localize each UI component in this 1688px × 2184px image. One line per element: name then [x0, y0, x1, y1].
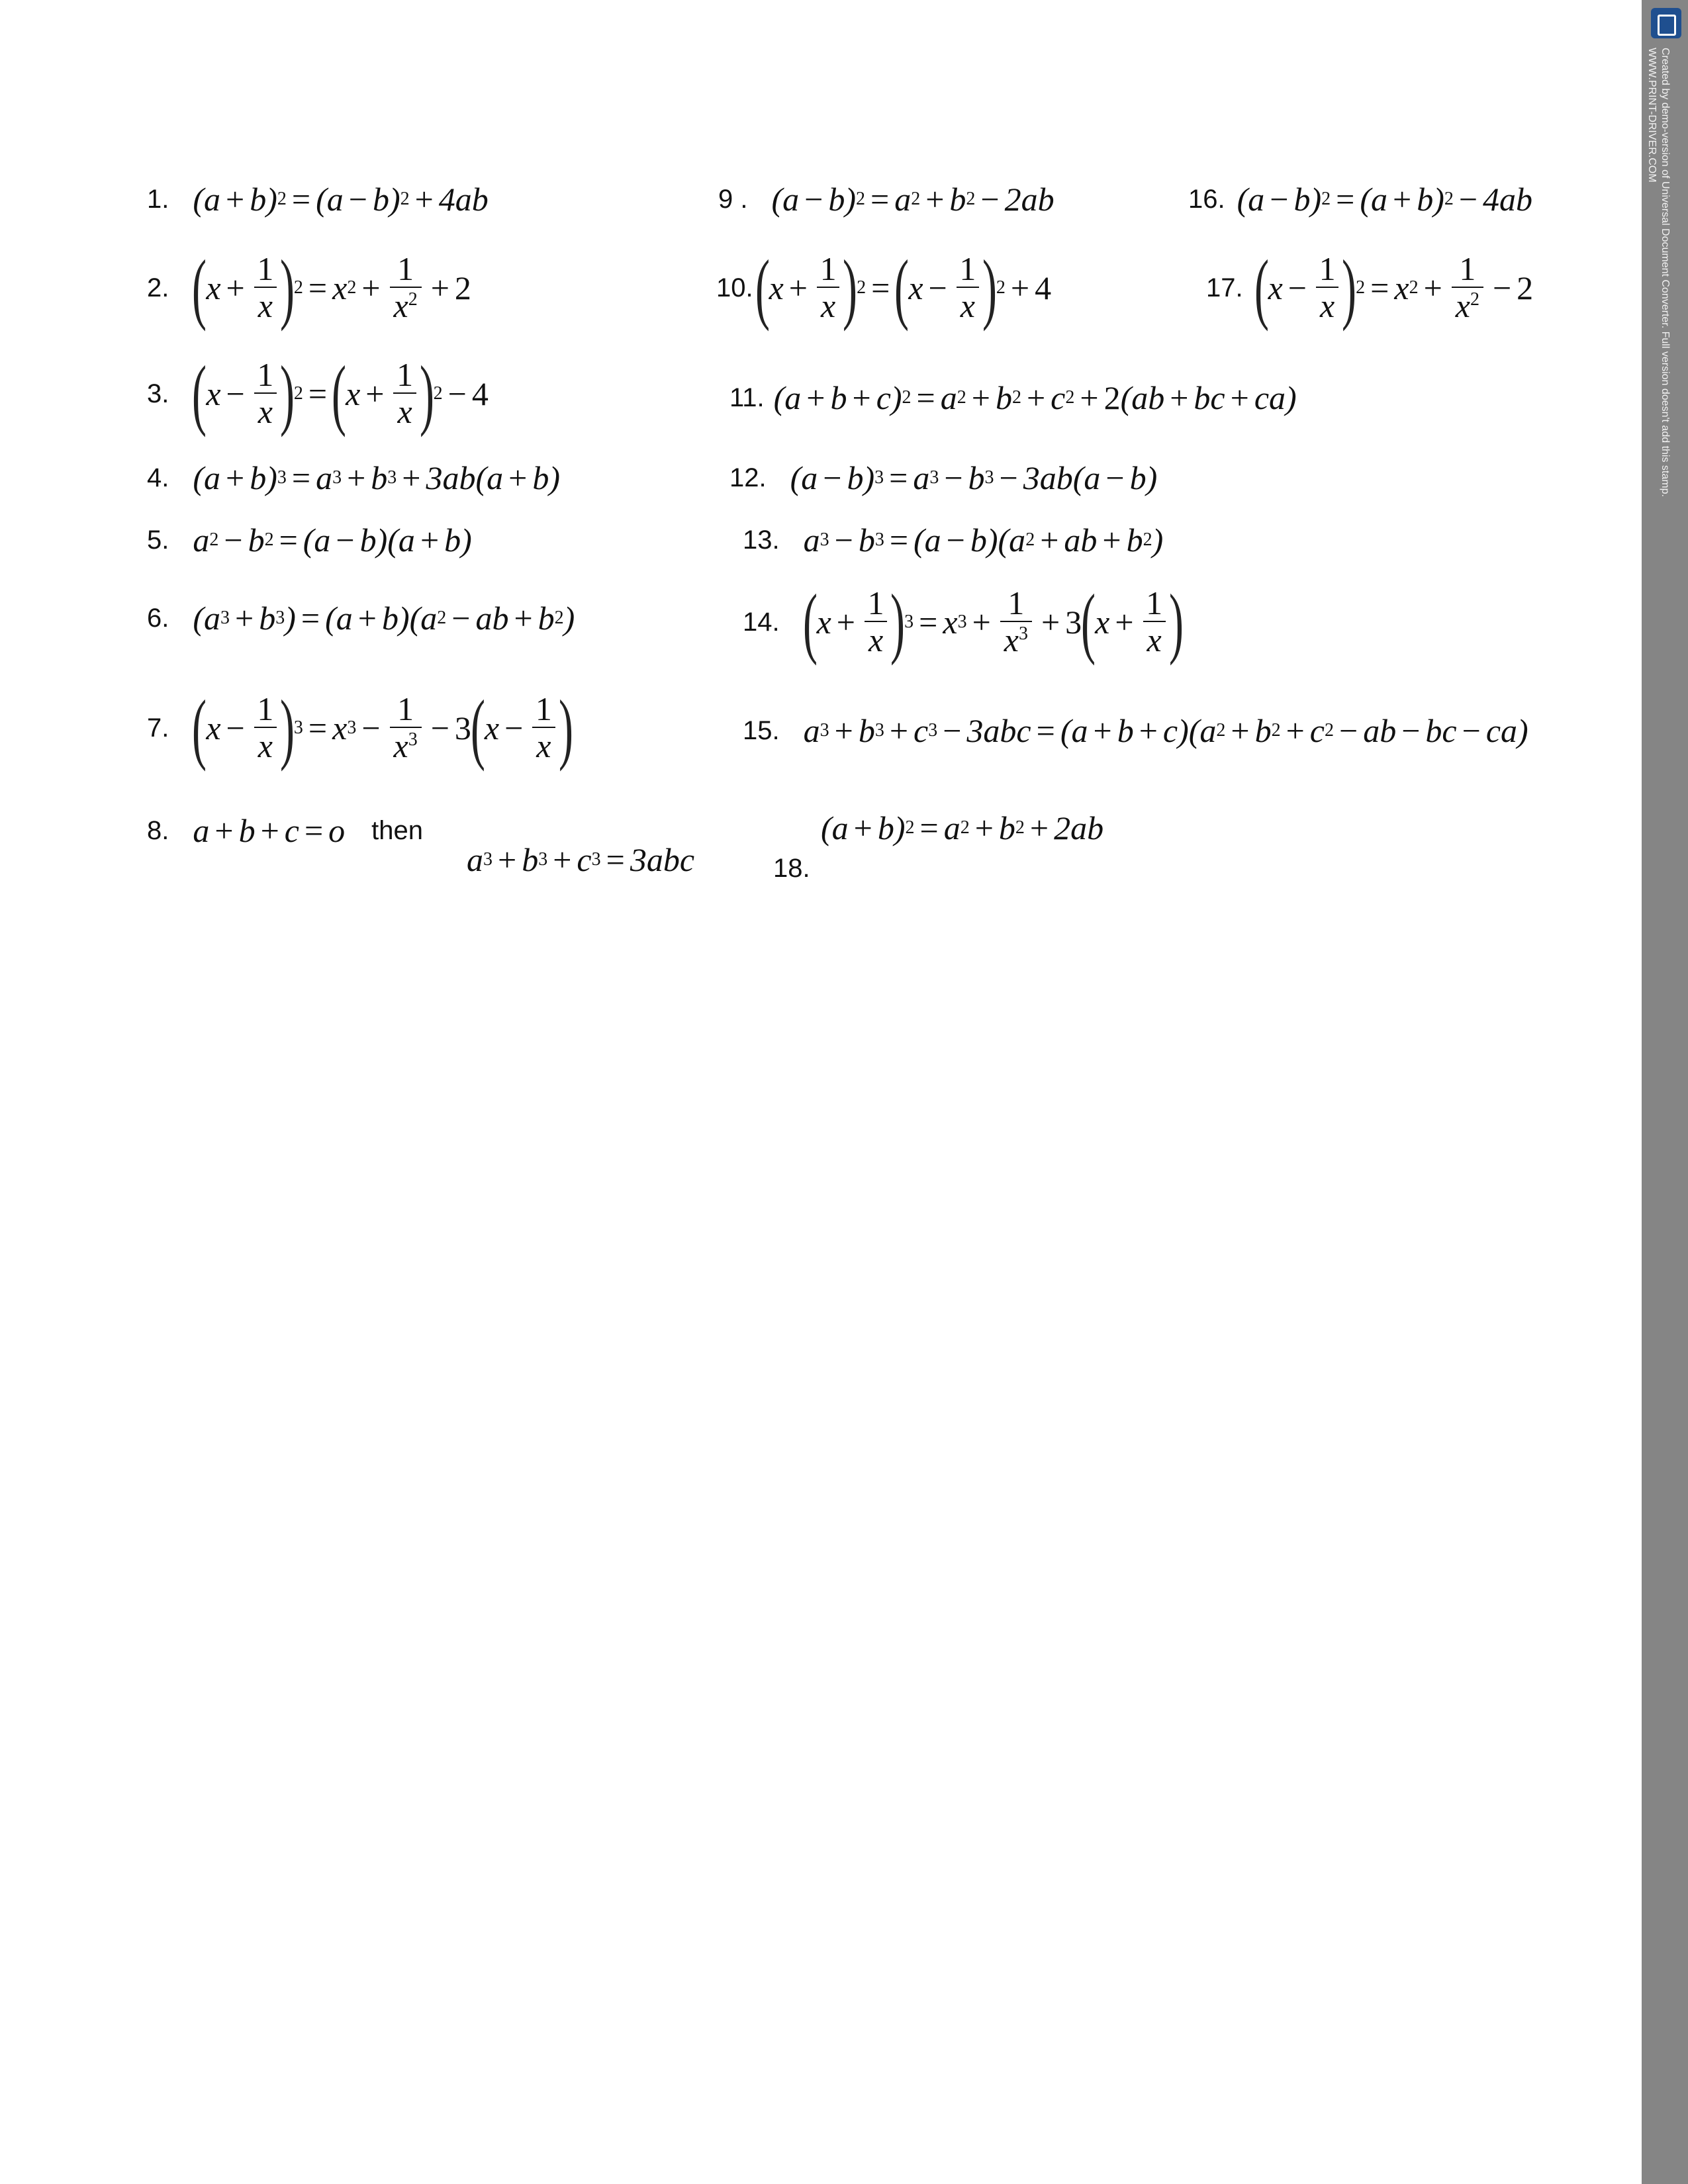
identity-number: 3. [147, 379, 169, 408]
identity-13 [743, 521, 1163, 559]
formula: a + b + c = o [193, 812, 346, 849]
formula: (a − b) 2 = a 2 + b 2 − 2ab [771, 181, 1055, 218]
stamp-line-2: WWW.PRINT-DRIVER.COM [1646, 48, 1658, 183]
identity-number: 14. [743, 607, 780, 637]
formula: (a 3 + b 3 ) = (a + b)(a 2 − ab + b 2 ) [193, 600, 575, 637]
identity-5 [147, 521, 472, 559]
formula: (a + b + c) 2 = a 2 + b 2 + c 2 + 2 (ab + bc + ca) [773, 379, 1297, 416]
identity-number: 13. [743, 525, 780, 555]
formula: a 3 − b 3 = (a − b)(a 2 + ab + b 2 ) [803, 522, 1164, 559]
formula: (a + b) 2 = a 2 + b 2 + 2ab [821, 809, 1104, 846]
identity-number: 9 . [718, 184, 748, 214]
formula: ( x + $\frac{1}{x}$ ) 3 = x 3 + $\frac{1}{x^3}$ + 3 ( x + $\frac{1}{x}$ ) [802, 578, 1184, 666]
formula: ( x + $\frac{1}{x}$ ) 2 = ( x − $\frac{1}{x}$ ) 2 + 4 [755, 244, 1052, 332]
identity-number: 10. [716, 273, 753, 302]
identity-2 [147, 244, 471, 332]
identity-18-number [773, 854, 834, 884]
identity-number: 5. [147, 525, 169, 555]
identity-number: 4. [147, 463, 169, 492]
identity-4 [147, 459, 560, 497]
identity-14 [743, 578, 1184, 666]
identity-number: 18. [773, 854, 810, 883]
formula: ( x − $\frac{1}{x}$ ) 2 = x 2 + $\frac{1}{x^2}$ − 2 [1254, 244, 1534, 332]
identity-7 [147, 684, 573, 772]
formula: (a − b) 2 = (a + b) 2 − 4ab [1237, 181, 1533, 218]
then-word: then [371, 815, 424, 845]
formula: (a − b) 3 = a 3 − b 3 − 3ab(a − b) [790, 459, 1158, 496]
formula: ( x + $\frac{1}{x}$ ) 2 = x 2 + $\frac{1}{x^2}$ + 2 [192, 244, 471, 332]
identity-1 [147, 180, 489, 218]
identity-17 [1206, 244, 1534, 332]
identity-3 [147, 349, 489, 437]
identity-16 [1188, 180, 1532, 218]
identity-10 [716, 244, 1052, 332]
identity-11 [729, 379, 1297, 417]
identity-number: 8. [147, 815, 169, 845]
identity-15 [743, 711, 1528, 750]
identity-12 [729, 459, 1157, 497]
identity-number: 15. [743, 715, 780, 745]
formula: a 3 + b 3 + c 3 = 3abc [467, 841, 695, 878]
converter-logo-icon [1651, 8, 1681, 38]
identity-8-result [467, 841, 694, 879]
identity-number: 6. [147, 603, 169, 633]
formula: (a + b) 2 = (a − b) 2 + 4ab [193, 181, 489, 218]
identity-number: 1. [147, 184, 169, 214]
formula: ( x − $\frac{1}{x}$ ) 3 = x 3 − $\frac{1}{x^3}$ − 3 ( x − $\frac{1}{x}$ ) [192, 684, 573, 772]
formula: a 2 − b 2 = (a − b)(a + b) [193, 522, 472, 559]
identity-number: 17. [1206, 273, 1243, 302]
identity-number: 7. [147, 713, 169, 743]
identity-number: 11. [729, 383, 765, 412]
formula: ( x − $\frac{1}{x}$ ) 2 = ( x + $\frac{1}{x}$ ) 2 − 4 [192, 349, 489, 437]
stamp-line-1: Created by demo-version of Universal Document Converter. Full version doesn't add this stamp. [1660, 48, 1671, 497]
identity-number: 2. [147, 273, 169, 302]
demo-stamp-text [1646, 48, 1671, 551]
formula: a 3 + b 3 + c 3 − 3abc = (a + b + c)(a 2 + b 2 + c 2 − ab − bc − ca) [803, 712, 1528, 749]
identity-9 [718, 180, 1055, 218]
formula: (a + b) 3 = a 3 + b 3 + 3ab(a + b) [193, 459, 560, 496]
identity-6 [147, 599, 575, 637]
identity-8 [147, 811, 449, 850]
identity-number: 16. [1188, 184, 1225, 214]
identity-number: 12. [729, 463, 767, 492]
identity-18-formula [821, 809, 1103, 847]
